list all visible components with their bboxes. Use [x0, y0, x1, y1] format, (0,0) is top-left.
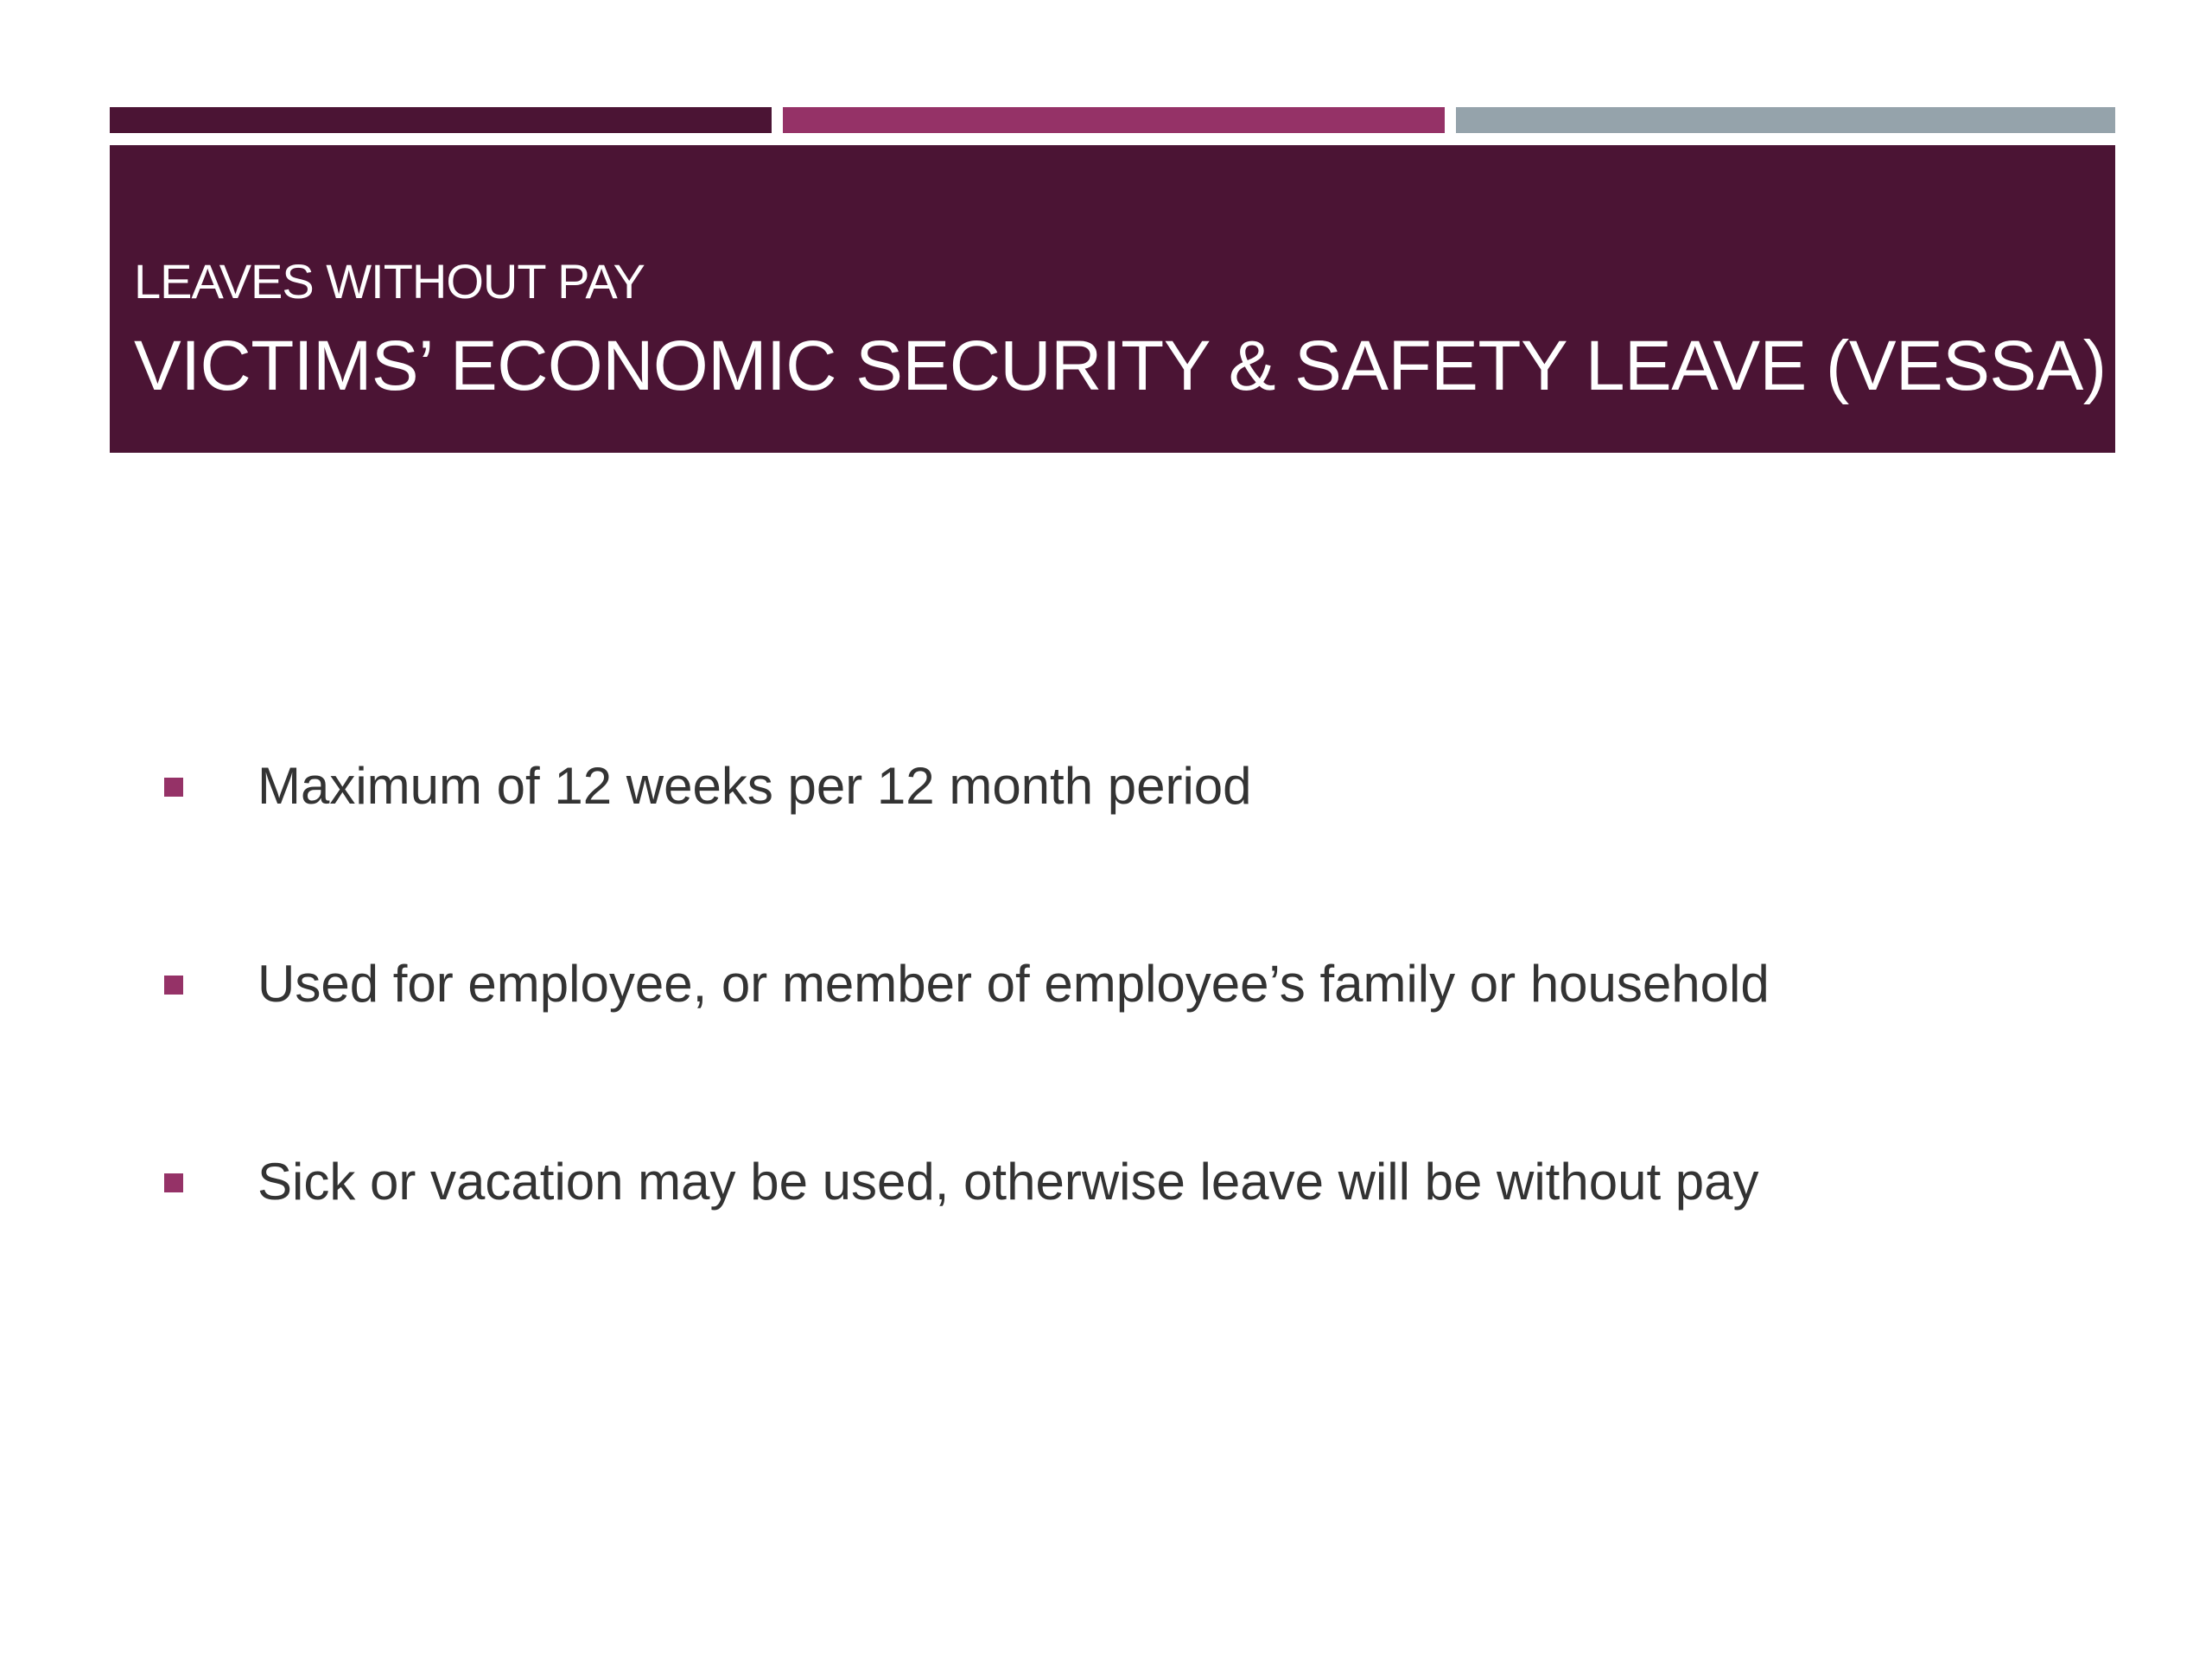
square-bullet-icon — [164, 778, 183, 797]
bullet-item — [164, 1147, 1979, 1345]
bullet-list — [164, 752, 1979, 1345]
accent-bar-dark — [110, 107, 772, 133]
square-bullet-icon — [164, 1173, 183, 1192]
title-band — [110, 145, 2115, 453]
bullet-text: Sick or vacation may be used, otherwise leave will be without pay — [257, 1153, 1759, 1211]
accent-bar-gray — [1456, 107, 2115, 133]
accent-bar-magenta — [783, 107, 1445, 133]
slide-subtitle: LEAVES WITHOUT PAY — [134, 254, 645, 308]
square-bullet-icon — [164, 976, 183, 995]
bullet-item — [164, 752, 1979, 950]
slide-title: VICTIMS’ ECONOMIC SECURITY & SAFETY LEAVE (VESSA) — [134, 327, 2107, 405]
bullet-text: Used for employee, or member of employee’s family or household — [257, 955, 1770, 1013]
bullet-item — [164, 950, 1979, 1147]
bullet-text: Maximum of 12 weeks per 12 month period — [257, 757, 1252, 815]
